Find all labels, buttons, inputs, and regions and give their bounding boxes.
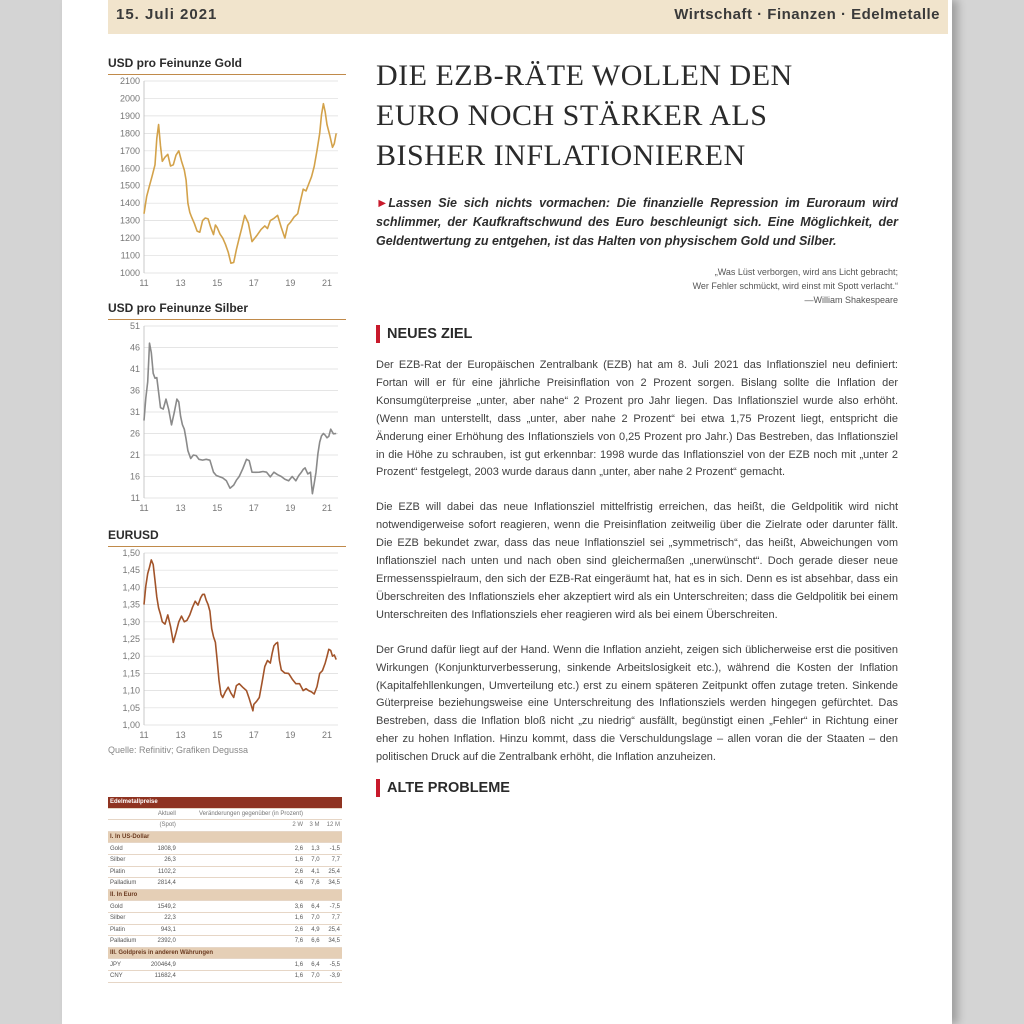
x-tick-label: 19 [285,278,296,288]
table-cell: 4,1 [305,866,321,878]
table-row [108,936,342,948]
quote-author: —William Shakespeare [804,295,898,305]
y-tick-label: 16 [129,471,140,482]
y-tick-label: 36 [129,385,140,396]
table-cell [108,820,144,832]
body-paragraph-2: Die EZB will dabei das neue Inflationsziel mittelfristig erreichen, das heißt, die Geldpolitik wird nicht notwendigerweise sofort reagieren, wenn die Preisinflation zeitweilig über die Zielrate oder darunter fällt. Die EZB bekundet zwar, dass das neue Inflationsziel sei „symmetrisch“, das heißt, Abweichungen vom Inflationsziel nach unten und nach oben sind gleichermaßen „unerwünscht“. Doch gerade dieser neue Ermessensspielraum, den sich der EZB-Rat eingeräumt hat, hat es in sich. Denn es ist absehbar, dass ein Überschreiten des Inflationsziels eher akzeptiert wird als ein Unterschreiten; dass die Geldpolitik bei einem Unterschreiten des Inflationsziels eher reagieren wird als bei einem Überschreiten. [376,501,898,621]
table-cell: CNY [108,970,144,982]
x-tick-label: 11 [139,503,149,513]
y-tick-label: 1,00 [122,720,140,730]
table-cell: 25,4 [322,866,342,878]
table-cell: 22,3 [144,912,178,924]
section-label: Wirtschaft · Finanzen · Edelmetalle [674,6,940,23]
precious-metals-table [108,797,342,983]
x-tick-label: 15 [212,503,223,513]
table-cell: Palladium [108,936,144,948]
x-tick-label: 17 [248,503,259,513]
body-paragraph-3: Der Grund dafür liegt auf der Hand. Wenn die Inflation anzieht, zeigen sich üblicherweise erst die positiven Wirkungen (Konjunkturverbesserung, sinkende Arbeitslosigkeit etc.), während die Kosten der Inflation (Kapitalfehllenkungen, Umverteilung etc.) erst zu einem späteren Zeitpunkt offen zutage treten. Sinkende Güterpreise beziehungsweise eine Unterschreitung des Inflationsziels werden hingegen gefürchtet. Das Bestreben, dass die Inflation bloß nicht „zu niedrig“ ausfällt, begünstigt einen „Fehler“ in Richtung einer eher zu hohen Inflation. Hinzu kommt, dass die Verschuldungslage – allen voran die der Staaten – den politischen Druck auf die Zentralbank erhöht, die Inflation anzuheizen. [376,643,898,764]
table-cell [305,808,321,820]
table-cell: 2,6 [178,843,305,855]
table-cell: 943,1 [144,924,178,936]
table-title: Edelmetallpreise [108,797,342,808]
y-tick-label: 1400 [119,198,140,209]
silver-chart-title: USD pro Feinunze Silber [108,301,346,320]
table-cell [108,808,144,820]
table-cell: 7,0 [305,970,321,982]
x-tick-label: 17 [248,730,259,740]
table-cell: 7,0 [305,854,321,866]
x-tick-label: 21 [322,503,333,513]
table-cell: 2814,4 [144,878,178,890]
gold-price-chart [108,75,346,291]
table-cell: 26,3 [144,854,178,866]
table-cell: 7,6 [178,936,305,948]
quote-line-1: „Was Lüst verborgen, wird ans Licht gebracht; [714,267,898,277]
x-tick-label: 13 [175,278,186,288]
table-row [108,912,342,924]
table-cell: -3,9 [322,970,342,982]
x-tick-label: 11 [139,278,149,288]
table-row [108,854,342,866]
table-cell: -7,5 [322,901,342,913]
table-cell: Aktuell [144,808,178,820]
lead-text: Lassen Sie sich nichts vormachen: Die finanzielle Repression im Euroraum wird schlimmer, der Kaufkraftschwund des Euro beschleunigt sich. Eine Möglichkeit, der Geldentwertung zu entgehen, ist das Halten von physischem Gold und Silber. [376,196,898,248]
table-cell [322,808,342,820]
table-cell: 1549,2 [144,901,178,913]
body-paragraph-1: Der EZB-Rat der Europäischen Zentralbank (EZB) hat am 8. Juli 2021 das Inflationsziel neu definiert: Fortan will er für eine jährliche Preisinflation von 2 Prozent sorgen. Bislang sollte die Inflation der Konsumgüterpreise „unter, aber nahe“ 2 Prozent pro Jahr liegen. Das Inflationsziel wurde also erhöht. (Wenn man unterstellt, dass „unter, aber nahe 2 Prozent“ bei etwa 1,75 Prozent liegt, entspricht die Änderung einer Erhöhung des Inflationsziels von 0,25 Prozent pro Jahr.) Das Bestreben, das Inflationsziel in die Höhe zu schrauben, ist gut erkennbar: 1998 wurde das Inflationsziel von der EZB noch mit „unter 2 Prozent“ festgelegt, 2003 wurde daraus dann „unter, aber nahe 2 Prozent“ gemacht. [376,359,898,479]
table-cell: 1102,2 [144,866,178,878]
y-tick-label: 2100 [119,76,140,86]
table-cell: 1,6 [178,970,305,982]
table-cell: JPY [108,959,144,971]
table-cell: 12 M [322,820,342,832]
y-tick-label: 1,50 [122,548,140,558]
table-section-label: III. Goldpreis in anderen Währungen [108,947,342,959]
table-section-label: II. In Euro [108,889,342,901]
table-row [108,866,342,878]
y-tick-label: 41 [129,364,140,374]
table-cell: Platin [108,924,144,936]
table-cell: 7,7 [322,854,342,866]
table-section-row [108,831,342,843]
y-tick-label: 11 [130,493,140,503]
table-cell: 34,5 [322,936,342,948]
table-section-label: I. In US-Dollar [108,831,342,843]
table-cell: 3 M [305,820,321,832]
table-cell: 2 W [178,820,305,832]
table-cell: 1,6 [178,854,305,866]
x-tick-label: 21 [322,278,333,288]
headline-line-3: BISHER INFLATIONIEREN [376,139,746,172]
x-tick-label: 15 [212,278,223,288]
headline-line-2: EURO NOCH STÄRKER ALS [376,99,768,132]
table-cell: 1808,9 [144,843,178,855]
table-cell: 6,6 [305,936,321,948]
table-row [108,901,342,913]
x-tick-label: 17 [248,278,259,288]
series-line [144,343,336,494]
y-tick-label: 1,20 [122,651,140,662]
y-tick-label: 31 [129,407,140,417]
table-cell: -1,5 [322,843,342,855]
y-tick-label: 2000 [119,93,140,104]
table-cell: 2,6 [178,866,305,878]
table-section-row [108,889,342,901]
table-cell: 1,6 [178,959,305,971]
section-heading-alte-probleme: ALTE PROBLEME [376,779,898,797]
epigraph-quote [376,265,898,307]
table-cell: 200464,9 [144,959,178,971]
table-cell: 3,6 [178,901,305,913]
y-tick-label: 1700 [119,145,140,156]
table-header-row [108,808,342,820]
table-cell: (Spot) [144,820,178,832]
y-tick-label: 1,35 [122,599,140,610]
quote-line-2: Wer Fehler schmückt, wird einst mit Spott verlacht.“ [692,281,898,291]
x-tick-label: 13 [175,730,186,740]
y-tick-label: 1,40 [122,582,140,593]
table-cell: 7,0 [305,912,321,924]
series-line [144,560,336,711]
chart-source: Quelle: Refinitiv; Grafiken Degussa [108,745,249,755]
silver-price-chart [108,320,346,516]
article-column [376,56,898,797]
series-line [144,104,336,264]
table-cell: 1,3 [305,843,321,855]
gold-chart-title: USD pro Feinunze Gold [108,56,346,75]
newsletter-page [62,0,952,1024]
y-tick-label: 51 [129,321,140,331]
section-heading-neues-ziel: NEUES ZIEL [376,325,898,343]
table-row [108,843,342,855]
table-cell: -5,5 [322,959,342,971]
table-cell: 11682,4 [144,970,178,982]
x-tick-label: 13 [175,503,186,513]
table-row [108,878,342,890]
table-cell: 4,9 [305,924,321,936]
table-cell: Palladium [108,878,144,890]
article-headline [376,56,898,180]
y-tick-label: 46 [129,342,140,353]
y-tick-label: 1,45 [122,565,140,576]
table-cell: 7,6 [305,878,321,890]
table-cell: 1,6 [178,912,305,924]
y-tick-label: 1,25 [122,634,140,644]
table-title-row [108,797,342,808]
table-cell: 34,5 [322,878,342,890]
y-tick-label: 1100 [120,250,140,261]
y-tick-label: 1,15 [122,668,140,679]
y-tick-label: 1500 [119,180,140,191]
table-cell: 7,7 [322,912,342,924]
y-tick-label: 1,05 [122,702,140,713]
table-cell: Gold [108,843,144,855]
table-row [108,924,342,936]
issue-date: 15. Juli 2021 [116,6,218,23]
x-tick-label: 11 [139,730,149,740]
y-tick-label: 1900 [119,110,140,121]
x-tick-label: 15 [212,730,223,740]
eurusd-chart-title: EURUSD [108,528,346,547]
header-bar [108,0,948,34]
y-tick-label: 1,30 [122,616,140,627]
chart-column [108,56,346,983]
table-cell: 25,4 [322,924,342,936]
table-header-row [108,820,342,832]
x-tick-label: 19 [285,730,296,740]
y-tick-label: 1000 [119,268,140,278]
table-row [108,970,342,982]
table-cell: 4,6 [178,878,305,890]
table-cell: 6,4 [305,901,321,913]
article-lead [376,194,898,251]
y-tick-label: 1300 [119,215,140,226]
x-tick-label: 21 [322,730,333,740]
y-tick-label: 1600 [119,163,140,174]
table-cell: Gold [108,901,144,913]
table-row [108,959,342,971]
y-tick-label: 21 [129,450,140,460]
table-cell: 6,4 [305,959,321,971]
table-cell: Silber [108,912,144,924]
table-cell: Platin [108,866,144,878]
x-tick-label: 19 [285,503,296,513]
headline-line-1: DIE EZB-RÄTE WOLLEN DEN [376,59,793,92]
table-cell: 2,6 [178,924,305,936]
y-tick-label: 26 [129,428,140,439]
table-cell: Silber [108,854,144,866]
y-tick-label: 1200 [119,233,140,244]
table-cell: Veränderungen gegenüber (in Prozent) [178,808,305,820]
y-tick-label: 1800 [119,128,140,139]
eurusd-chart [108,547,346,743]
lead-marker-icon: ► [376,196,389,210]
y-tick-label: 1,10 [122,685,140,696]
table-cell: 2392,0 [144,936,178,948]
table-section-row [108,947,342,959]
